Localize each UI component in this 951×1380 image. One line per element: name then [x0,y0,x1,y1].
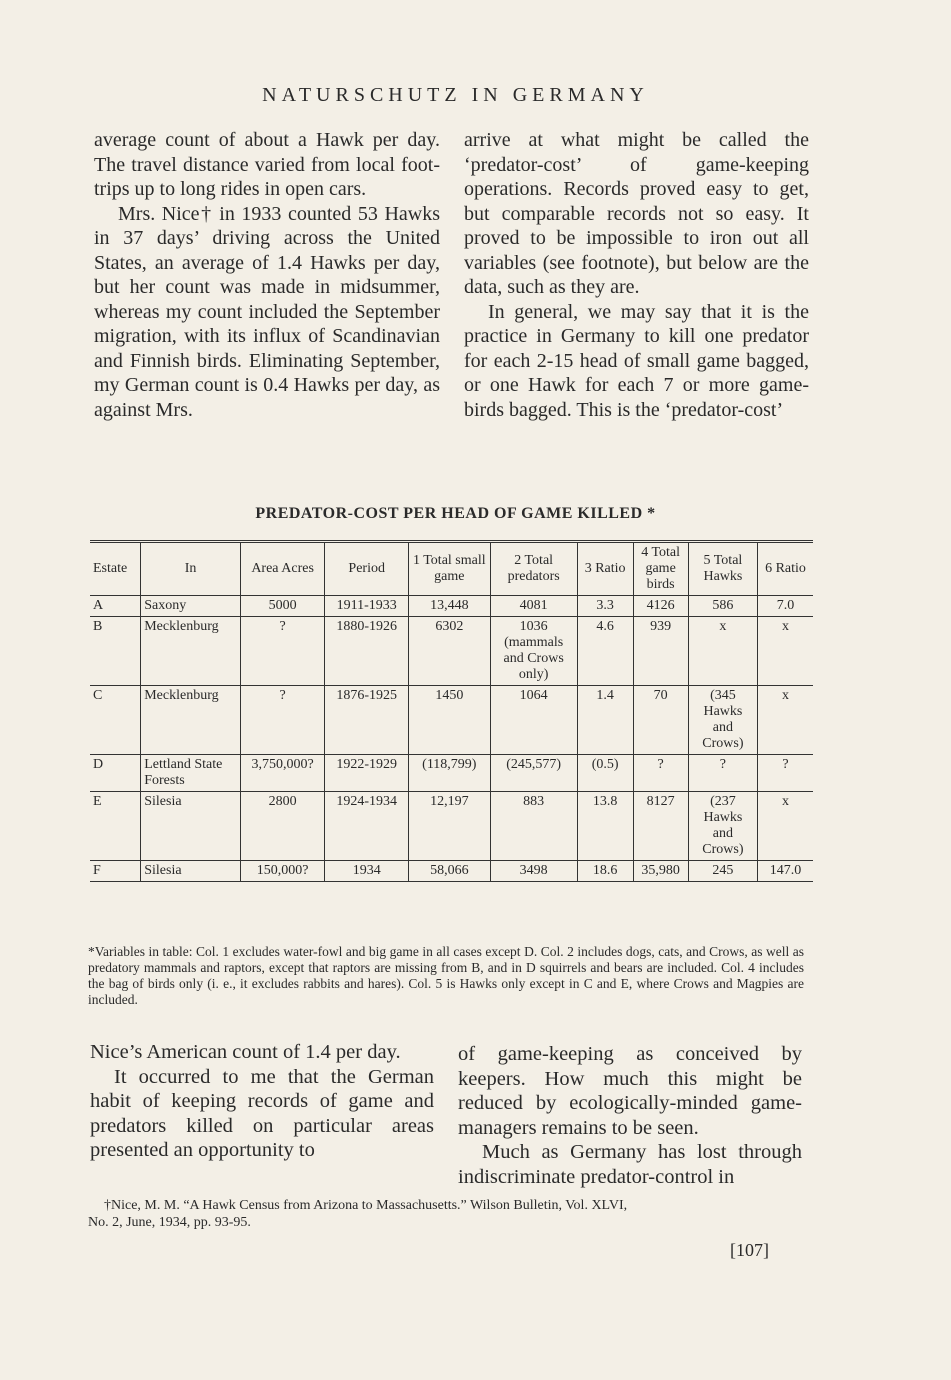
paragraph: Nice’s American count of 1.4 per day. [90,1041,401,1063]
cell-ratio-6: 147.0 [758,861,813,882]
column-top-left [94,128,440,422]
column-bottom-right [458,1042,802,1189]
cell-total-hawks: x [688,617,757,686]
cell-ratio-3: 4.6 [577,617,633,686]
column-top-right [464,128,809,422]
running-head: NATURSCHUTZ IN GERMANY [262,84,649,106]
cell-in: Silesia [141,861,241,882]
cell-total-hawks: 245 [688,861,757,882]
header-total-predators: 2 Total predators [490,542,577,596]
cell-in: Lettland State Forests [141,755,241,792]
column-bottom-left [90,1040,434,1163]
cell-ratio-3: 3.3 [577,596,633,617]
reference-footnote [88,1197,804,1231]
cell-ratio-6: x [758,617,813,686]
cell-period: 1922-1929 [325,755,409,792]
table-row [90,861,813,882]
cell-ratio-3: 13.8 [577,792,633,861]
reference-line: No. 2, June, 1934, pp. 93-95. [88,1215,251,1230]
cell-area: 5000 [240,596,324,617]
cell-estate: F [90,861,141,882]
cell-estate: D [90,755,141,792]
cell-total-hawks: ? [688,755,757,792]
cell-total-small-game: 58,066 [409,861,490,882]
cell-total-hawks: 586 [688,596,757,617]
cell-total-small-game: 6302 [409,617,490,686]
cell-area: ? [240,617,324,686]
paragraph: Mrs. Nice† in 1933 counted 53 Hawks in 37 days’ driving across the United States, an average of 1.4 Hawks per day, but her count was made in midsummer, whereas my count included the September migration, with its influx of Scandinavian and Finnish birds. Eliminating September, my German count is 0.4 Hawks per day, as against Mrs. [94,202,440,421]
cell-ratio-6: x [758,686,813,755]
cell-in: Silesia [141,792,241,861]
paragraph: average count of about a Hawk per day. The travel distance varied from local foot-trips up to long rides in open cars. [94,129,440,200]
header-total-small-game: 1 Total small game [409,542,490,596]
cell-total-small-game: 13,448 [409,596,490,617]
cell-area: ? [240,686,324,755]
cell-total-game-birds: 4126 [633,596,688,617]
cell-total-predators: 1064 [490,686,577,755]
cell-period: 1911-1933 [325,596,409,617]
table-row [90,755,813,792]
cell-total-game-birds: 70 [633,686,688,755]
cell-ratio-3: (0.5) [577,755,633,792]
paragraph: Much as Germany has lost through indiscriminate predator-control in [458,1141,802,1188]
header-total-hawks: 5 Total Hawks [688,542,757,596]
header-in: In [141,542,241,596]
header-area: Area Acres [240,542,324,596]
cell-estate: C [90,686,141,755]
paragraph: of game-keeping as conceived by keepers. How much this might be reduced by ecologically-minded game-managers remains to be seen. [458,1043,802,1139]
page-number: [107] [730,1240,769,1260]
header-estate: Estate [90,542,141,596]
cell-period: 1880-1926 [325,617,409,686]
cell-period: 1934 [325,861,409,882]
cell-ratio-6: ? [758,755,813,792]
header-total-game-birds: 4 Total game birds [633,542,688,596]
cell-total-hawks: (345 Hawks and Crows) [688,686,757,755]
cell-estate: A [90,596,141,617]
cell-period: 1876-1925 [325,686,409,755]
cell-total-predators: 1036 (mammals and Crows only) [490,617,577,686]
cell-ratio-6: x [758,792,813,861]
paragraph: In general, we may say that it is the practice in Germany to kill one predator for each 2-15 head of small game bagged, or one Hawk for each 7 or more game-birds bagged. This is the ‘predator-cost’ [464,300,809,421]
table-row [90,686,813,755]
table-header-row [90,542,813,596]
cell-total-small-game: 12,197 [409,792,490,861]
header-period: Period [325,542,409,596]
cell-total-predators: 3498 [490,861,577,882]
cell-total-game-birds: 8127 [633,792,688,861]
table-row [90,596,813,617]
table-row [90,617,813,686]
cell-in: Mecklenburg [141,617,241,686]
table-footnote: *Variables in table: Col. 1 excludes water-fowl and big game in all cases except D. Col. 2 includes dogs, cats, and Crows, as well as predatory mammals and raptors, except that raptors are missing from B, and in D squirrels and bears are included. Col. 4 includes the bag of birds only (i. e., it excludes rabbits and hares). Col. 5 is Hawks only except in C and E, where Crows and Magpies are included. [88,944,804,1007]
header-ratio-3: 3 Ratio [577,542,633,596]
cell-area: 3,750,000? [240,755,324,792]
cell-total-game-birds: 35,980 [633,861,688,882]
paragraph: It occurred to me that the German habit of keeping records of game and predators killed on particular areas presented an opportunity to [90,1065,434,1161]
cell-ratio-6: 7.0 [758,596,813,617]
header-ratio-6: 6 Ratio [758,542,813,596]
table-row [90,792,813,861]
cell-total-small-game: 1450 [409,686,490,755]
cell-estate: B [90,617,141,686]
cell-estate: E [90,792,141,861]
cell-total-hawks: (237 Hawks and Crows) [688,792,757,861]
cell-ratio-3: 1.4 [577,686,633,755]
cell-total-game-birds: 939 [633,617,688,686]
paragraph: arrive at what might be called the ‘predator-cost’ of game-keeping operations. Records proved easy to get, but comparable records not so easy. It proved to be impossible to iron out all variables (see footnote), but below are the data, such as they are. [464,129,809,298]
cell-area: 2800 [240,792,324,861]
reference-line: †Nice, M. M. “A Hawk Census from Arizona to Massachusetts.” Wilson Bulletin, Vol. XLVI, [104,1198,628,1213]
predator-cost-table [90,540,813,882]
cell-total-small-game: (118,799) [409,755,490,792]
cell-ratio-3: 18.6 [577,861,633,882]
cell-in: Mecklenburg [141,686,241,755]
cell-total-predators: 4081 [490,596,577,617]
cell-total-predators: 883 [490,792,577,861]
table-title: PREDATOR-COST PER HEAD OF GAME KILLED * [255,505,656,522]
cell-in: Saxony [141,596,241,617]
cell-total-game-birds: ? [633,755,688,792]
cell-total-predators: (245,577) [490,755,577,792]
cell-area: 150,000? [240,861,324,882]
cell-period: 1924-1934 [325,792,409,861]
